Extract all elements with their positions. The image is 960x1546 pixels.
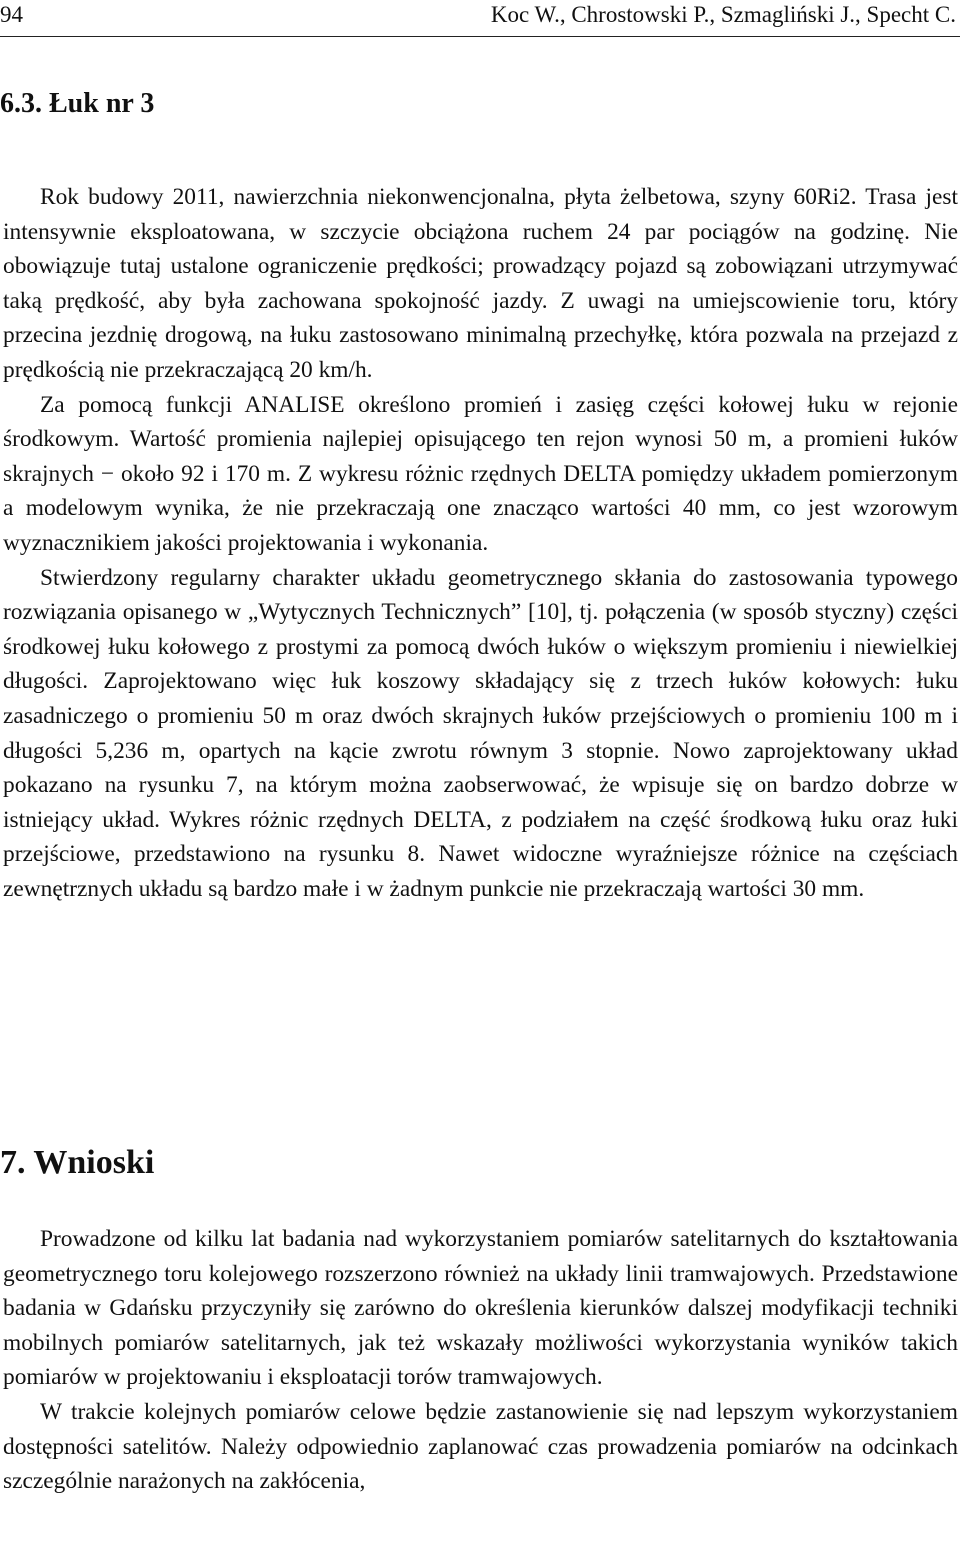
paragraph: Rok budowy 2011, nawierzchnia niekonwencjonalna, płyta żelbetowa, szyny 60Ri2. Trasa jest intensywnie eksploatowana, w szczycie obciążona ruchem 24 par pociągów na godzinę. Nie obowiązuje tutaj ustalone ograniczenie prędkości; prowadzący pojazd są zobowiązani utrzymywać taką prędkość, aby była zachowana spokojność jazdy. Z uwagi na umiejscowienie toru, który przecina jezdnię drogową, na łuku zastosowano minimalną przechyłkę, która pozwala na przejazd z prędkością nie przekraczającą 20 km/h. [3,184,958,383]
section-heading-6-3: 6.3. Łuk nr 3 [0,88,155,119]
paragraph: W trakcie kolejnych pomiarów celowe będzie zastanowienie się nad lepszym wykorzystaniem dostępności satelitów. Należy odpowiednio zaplanować czas prowadzenia pomiarów na odcinkach szczególnie narażonych na zakłócenia, [3,1398,958,1495]
running-header [0,0,960,37]
paragraph: Prowadzone od kilku lat badania nad wykorzystaniem pomiarów satelitarnych do kształtowania geometrycznego toru kolejowego rozszerzono również na układy linii tramwajowych. Przedstawione badania w Gdańsku przyczyniły się zarówno do określenia kierunków dalszej modyfikacji techniki mobilnych pomiarów satelitarnych, jak też wskazały możliwości wykorzystania wyników takich pomiarów w projektowaniu i eksploatacji torów tramwajowych. [3,1226,958,1391]
paragraph: Stwierdzony regularny charakter układu geometrycznego skłania do zastosowania typowego rozwiązania opisanego w „Wytycznych Technicznych” [10], tj. połączenia (w sposób styczny) części środkowej łuku kołowego z prostymi za pomocą dwóch łuków o większym promieniu i niewielkiej długości. Zaprojektowano więc łuk koszowy składający się z trzech łuków kołowych: łuku zasadniczego o promieniu 50 m oraz dwóch skrajnych łuków przejściowych o promieniu 100 m i długości 5,236 m, opartych na kącie zwrotu równym 3 stopnie. Nowo zaprojektowany układ pokazano na rysunku 7, na którym można zaobserwować, że wpisuje się on bardzo dobrze w istniejący układ. Wykres różnic rzędnych DELTA, z podziałem na część środkową łuku oraz łuki przejściowe, przedstawiono na rysunku 8. Nawet widoczne wyraźniejsze różnice na częściach zewnętrznych układu są bardzo małe i w żadnym punkcie nie przekraczają wartości 30 mm. [3,564,958,902]
section-7-body [3,1222,958,1499]
page-number: 94 [0,2,23,27]
paragraph: Za pomocą funkcji ANALISE określono promień i zasięg części kołowej łuku w rejonie środkowym. Wartość promienia najlepiej opisującego ten rejon wynosi 50 m, a promieni łuków skrajnych − około 92 i 170 m. Z wykresu różnic rzędnych DELTA pomiędzy układem pomierzonym a modelowym wynika, że nie przekraczają one znacząco wartości 40 mm, co jest wzorowym wyznacznikiem jakości projektowania i wykonania. [3,391,958,556]
header-authors: Koc W., Chrostowski P., Szmagliński J., Specht C. [490,2,956,27]
section-6-3-body [3,180,958,906]
section-heading-7: 7. Wnioski [0,1144,155,1181]
